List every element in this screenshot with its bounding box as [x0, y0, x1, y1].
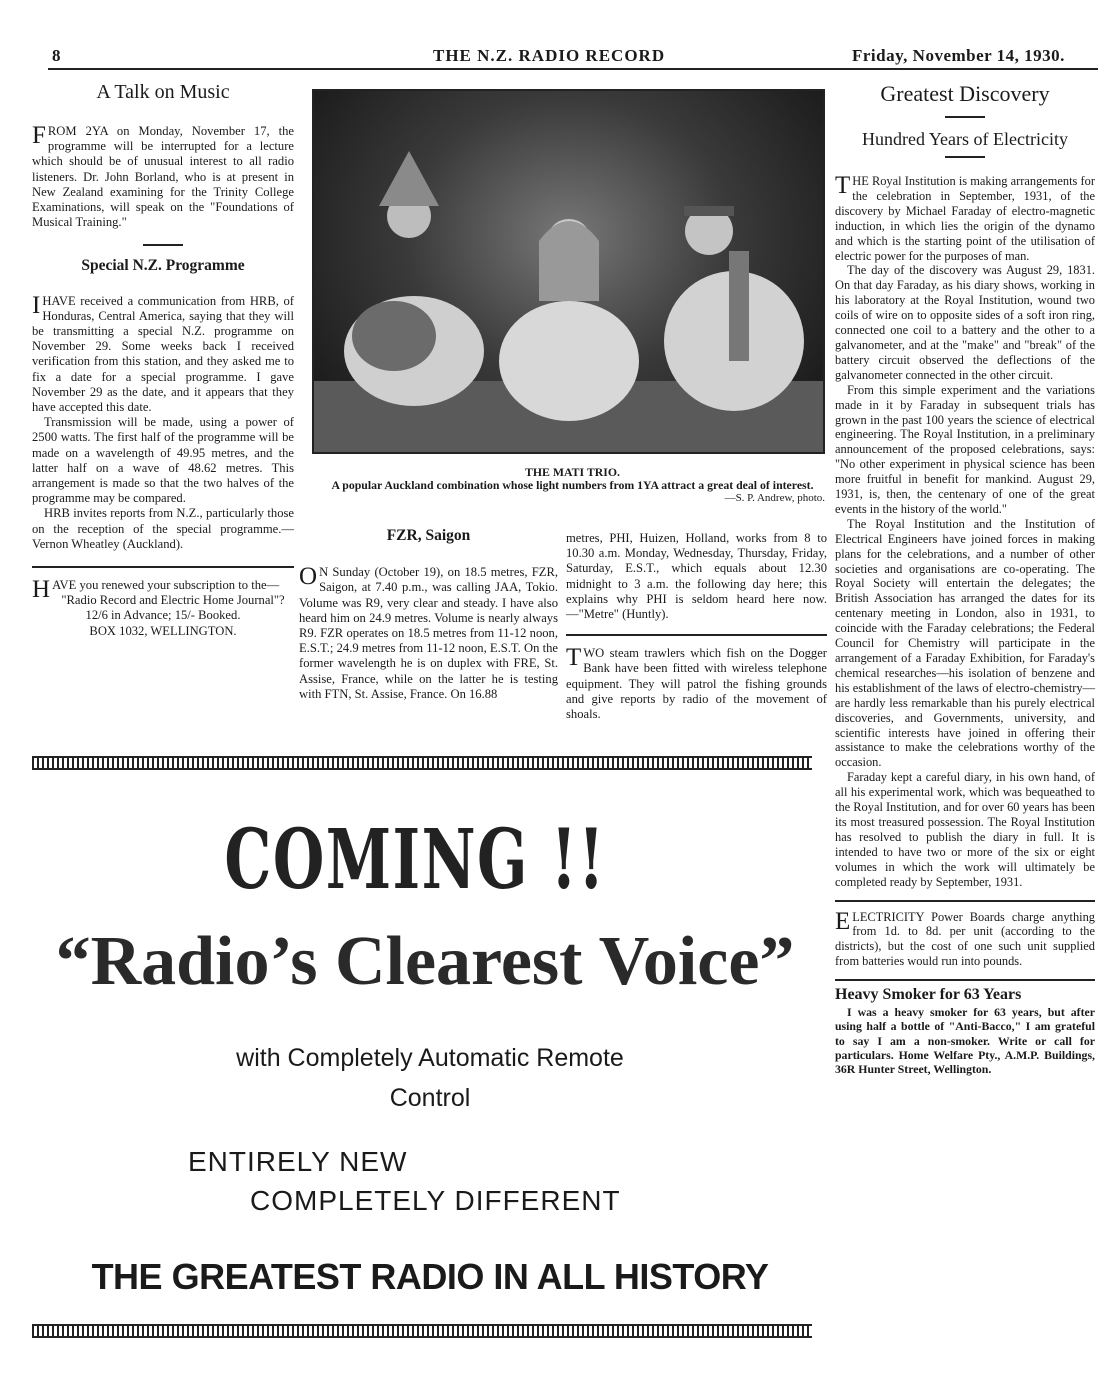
- talk-column: [32, 80, 294, 639]
- discovery-paragraph-5: Faraday kept a careful diary, in his own hand, of all his experimental work, which was bequeathed to the Royal Institution, and for over 60 years has been its most treasured possession. The Royal Institution has resolved to publish the diary in full. It is intended to have two or more of the six or eight volumes in which the work will ultimately be completed ready by September, 1931.: [835, 770, 1095, 889]
- discovery-paragraph-1: THE Royal Institution is making arrangements for the celebration in September, 1931, of the discovery by Michael Faraday of electro-magnetic induction, in which lies the origin of the dynamo and which is the starting point of the utilisation of electric power for the purposes of man.: [835, 172, 1095, 263]
- publication-title: THE N.Z. RADIO RECORD: [433, 46, 666, 65]
- discovery-subtitle: Hundred Years of Electricity: [862, 129, 1068, 149]
- fzr-column-1: [299, 528, 558, 702]
- advert-headline: “Radio’s Clearest Voice”: [55, 923, 795, 1000]
- caption-title: THE MATI TRIO.: [525, 465, 620, 479]
- advert-coming: COMING !!: [224, 812, 606, 908]
- special-paragraph-2: Transmission will be made, using a power of 2500 watts. The first half of the programme will be made on a wavelength of 49.95 metres, and the latter half on a wave of 48.62 metres. This arrangement is made so that the two halves of the programme may be compared.: [32, 415, 294, 506]
- section-rule: [566, 634, 827, 636]
- photo-figures: [314, 91, 823, 452]
- discovery-paragraph-2: The day of the discovery was August 29, 1831. On that day Faraday, as his diary shows, working in his laboratory at the Royal Institution, wound two coils of wire on to opposite sides of a soft iron ring, connected one coil to a battery and the other to a galvanometer, and at the "make" and "break" of the battery circuit observed the deflections of the galvanometer connected in the other circuit.: [835, 263, 1095, 382]
- renew-address: BOX 1032, WELLINGTON.: [89, 623, 237, 638]
- special-title: Special N.Z. Programme: [81, 257, 245, 275]
- advert-completely-different: COMPLETELY DIFFERENT: [250, 1185, 621, 1216]
- advert-subline-1: with Completely Automatic Remote: [236, 1044, 624, 1072]
- talk-body: FROM 2YA on Monday, November 17, the programme will be interrupted for a lecture which should be of unusual interest to all radio listeners. Dr. John Borland, who is at present in New Zealand examining for the Trinity College Examinations, will speak on the "Foundations of Musical Training.": [32, 122, 294, 230]
- page-number: 8: [52, 46, 62, 65]
- masthead-rule: [48, 68, 1098, 70]
- advert-tagline: THE GREATEST RADIO IN ALL HISTORY: [91, 1256, 769, 1297]
- issue-date: Friday, November 14, 1930.: [852, 46, 1065, 65]
- talk-dropcap: F: [32, 122, 46, 149]
- talk-title: A Talk on Music: [96, 81, 230, 103]
- fzr-body-continued: metres, PHI, Huizen, Holland, works from 8 to 10.30 a.m. Monday, Wednesday, Thursday, Friday, Saturday, E.S.T., which equals about 12.30 midnight to 3 a.m. the following day here; this explains why PHI is seldom heard here now.—"Metre" (Huntly).: [566, 531, 827, 622]
- section-rule: [143, 244, 183, 246]
- section-rule: [835, 979, 1095, 981]
- fzr-column-2: [566, 531, 827, 722]
- advert-entirely-new: ENTIRELY NEW: [188, 1146, 408, 1177]
- renew-dropcap: H: [32, 576, 51, 604]
- special-dropcap: I: [32, 291, 41, 319]
- mati-trio-photo: [312, 89, 825, 454]
- fzr-title: FZR, Saigon: [386, 527, 471, 544]
- photo-caption: [320, 466, 825, 505]
- renew-notice: HAVE you renewed your subscription to the—: [32, 576, 280, 604]
- section-rule: [32, 566, 294, 568]
- advert-subline-2: Control: [389, 1084, 471, 1112]
- smoker-title: Heavy Smoker for 63 Years: [835, 986, 1022, 1004]
- discovery-title: Greatest Discovery: [880, 81, 1050, 106]
- electricity-item: ELECTRICITY Power Boards charge anything from 1d. to 8d. per unit (according to the districts), but the cost of one such unit supplied from batteries would run into pounds.: [835, 907, 1095, 969]
- discovery-dropcap: T: [835, 172, 851, 199]
- discovery-paragraph-3: From this simple experiment and the variations made in it by Faraday in subsequent trials has grown in the past 100 years the science of electrical engineering. The Royal Institution, in a preliminary announcement of the proposed celebrations, says: "No other experiment in physical science has been more fruitful in benefit for mankind. August 29, 1931, is, then, the centenary of one of the great events in the history of the world.": [835, 382, 1095, 516]
- trawlers-item: TWO steam trawlers which fish on the Dogger Bank have been fitted with wireless telephone equipment. They will patrol the fishing grounds and give reports by radio of the movement of shoals.: [566, 644, 827, 722]
- renew-price: 12/6 in Advance; 15/- Booked.: [85, 608, 241, 623]
- special-paragraph-3: HRB invites reports from N.Z., particularly those on the reception of the special programme.—Vernon Wheatley (Auckland).: [32, 506, 294, 551]
- greek-key-border-bottom: [32, 1324, 812, 1338]
- caption-body: A popular Auckland combination whose light numbers from 1YA attract a great deal of interest.: [331, 478, 814, 492]
- greek-key-border-top: [32, 756, 812, 770]
- section-rule: [835, 900, 1095, 902]
- section-rule: [945, 116, 985, 118]
- fzr-body: O N Sunday (October 19), on 18.5 metres, FZR, Saigon, at 7.40 p.m., was calling JAA, Tokio. Volume was R9, very clear and steady. I have also heard him on 24.9 metres. Volume is nearly always R9. FZR operates on 18.5 metres from 11-12 noon, E.S.T.; 24.9 metres from 11-12 noon, E.S.T. On the former wavelength he is on duplex with FRE, St. Assise, France, while on the latter he is testing with FTN, St. Assise, France. On 16.88: [299, 563, 558, 701]
- discovery-paragraph-4: The Royal Institution and the Institution of Electrical Engineers have joined forces in making plans for the celebrations, and a number of other societies and organisations are co-operating. The Royal Society will entertain the delegates; the British Association has arranged the dates for its centenary meeting in London, also in 1931, to coincide with the Faraday celebrations; the Federal Council for Chemistry will participate in the arrangement of a Faraday Exhibition, for Faraday's chemical researches—his isolation of benzene and his establishment of the laws of electro-chemistry—are hardly less remarkable than his purely electrical discoveries, and Governments, university, and scientific interests have joined in offering their assistance to make the celebrations worthy of the occasion.: [835, 516, 1095, 770]
- trawlers-dropcap: T: [566, 644, 582, 672]
- electricity-dropcap: E: [835, 907, 851, 935]
- section-rule: [945, 156, 985, 158]
- special-paragraph-1: I HAVE received a communication from HRB, of Honduras, Central America, saying that they will be transmitting a special N.Z. programme on November 29. Some weeks back I received verification from this station, and they asked me to fix a date for a special programme. I gave November 29 as the date, and it appears that they have accepted this date.: [32, 291, 294, 415]
- discovery-column: [835, 80, 1095, 1076]
- smoker-body: I was a heavy smoker for 63 years, but after using half a bottle of "Anti-Bacco," I am grateful to say I am a non-smoker. Write or call for particulars. Home Welfare Pty., A.M.P. Buildings, 36R Hunter Street, Wellington.: [835, 1005, 1095, 1076]
- caption-credit: —S. P. Andrew, photo.: [724, 492, 825, 504]
- renew-journal: "Radio Record and Electric Home Journal"?: [61, 593, 285, 608]
- fzr-dropcap: O: [299, 563, 318, 591]
